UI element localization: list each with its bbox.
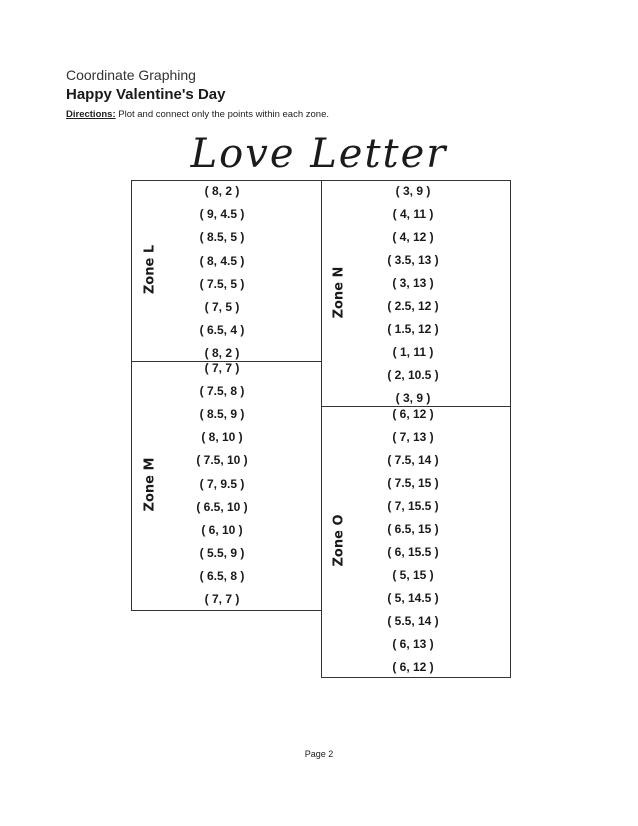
- coordinate-point: ( 7, 15.5 ): [387, 499, 439, 513]
- coordinate-point: ( 5, 15 ): [392, 568, 434, 582]
- coordinate-point: ( 8.5, 9 ): [199, 407, 245, 422]
- coordinate-point: ( 8, 4.5 ): [199, 253, 245, 268]
- coordinate-point: ( 8, 10 ): [201, 430, 243, 445]
- coordinate-point: ( 1, 11 ): [392, 345, 434, 359]
- zone-label: Zone N: [331, 266, 347, 318]
- coordinate-point: ( 7.5, 14 ): [387, 453, 439, 467]
- coordinate-point: ( 3, 13 ): [392, 276, 434, 290]
- coordinate-point: ( 6, 13 ): [392, 637, 434, 651]
- coordinate-point: ( 2, 10.5 ): [387, 368, 439, 382]
- love-letter-title: Love Letter: [190, 131, 448, 177]
- zone-label: Zone M: [142, 457, 158, 512]
- coordinate-point: ( 6.5, 8 ): [199, 568, 245, 583]
- coordinate-point: ( 6, 12 ): [392, 660, 434, 674]
- coordinate-point: ( 5, 14.5 ): [387, 591, 439, 605]
- coordinate-point: ( 3.5, 13 ): [387, 253, 439, 267]
- worksheet-heading: Happy Valentine's Day: [66, 86, 226, 103]
- directions-label: Directions:: [66, 109, 116, 120]
- coordinate-point: ( 8, 2 ): [204, 346, 240, 361]
- coordinate-point: ( 5.5, 9 ): [199, 545, 245, 560]
- coordinate-point: ( 6, 10 ): [201, 522, 243, 537]
- coordinate-point: ( 3, 9 ): [395, 391, 431, 405]
- directions: [66, 108, 329, 122]
- coordinate-point: ( 7, 9.5 ): [199, 476, 245, 491]
- coordinate-point: ( 6, 15.5 ): [387, 545, 439, 559]
- worksheet-header: [66, 66, 329, 122]
- coordinate-point: ( 7, 7 ): [204, 592, 240, 606]
- page-number: Page 2: [304, 749, 334, 759]
- zone-label: Zone O: [331, 514, 347, 567]
- coordinate-point: ( 7, 7 ): [204, 361, 240, 375]
- coordinate-point: ( 7, 13 ): [392, 430, 434, 444]
- coordinate-point: ( 7.5, 8 ): [199, 384, 245, 399]
- coordinate-point: ( 2.5, 12 ): [387, 299, 439, 313]
- coordinate-point: ( 9, 4.5 ): [199, 207, 245, 222]
- coordinate-point: ( 4, 11 ): [392, 207, 434, 221]
- coordinate-point: ( 8.5, 5 ): [199, 230, 245, 245]
- coordinate-point: ( 6, 12 ): [392, 407, 434, 421]
- coordinate-point: ( 4, 12 ): [392, 230, 434, 244]
- coordinate-point: ( 7.5, 5 ): [199, 276, 245, 291]
- coordinate-point: ( 6.5, 4 ): [199, 323, 245, 338]
- coordinate-point: ( 7.5, 10 ): [196, 453, 248, 468]
- coordinate-point: ( 6.5, 10 ): [196, 499, 248, 514]
- coordinate-point: ( 5.5, 14 ): [387, 614, 439, 628]
- coordinate-point: ( 7, 5 ): [204, 300, 240, 314]
- coordinate-point: ( 6.5, 15 ): [387, 522, 439, 536]
- coordinate-point: ( 7.5, 15 ): [387, 476, 439, 490]
- subject-line: Coordinate Graphing: [66, 67, 196, 83]
- coordinate-point: ( 3, 9 ): [395, 184, 431, 198]
- zone-label: Zone L: [142, 244, 158, 295]
- coordinate-point: ( 8, 2 ): [204, 184, 240, 198]
- directions-text: Plot and connect only the points within each zone.: [115, 109, 329, 120]
- coordinate-point: ( 1.5, 12 ): [387, 322, 439, 336]
